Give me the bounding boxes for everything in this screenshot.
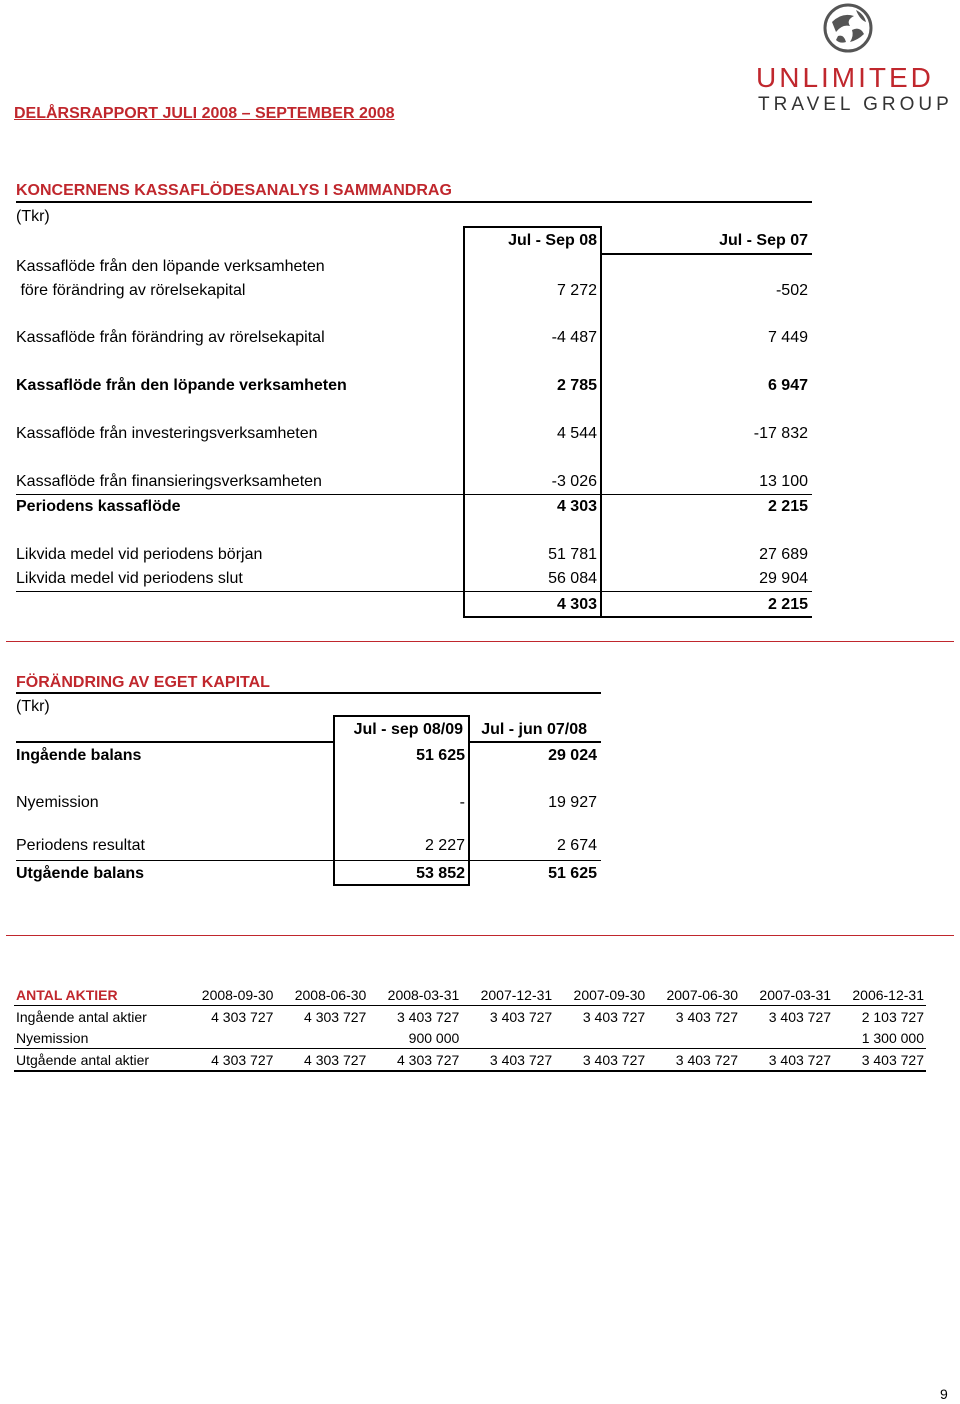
cashflow-row-value: 4 544: [556, 425, 597, 442]
equity-row-label: Utgående balans: [16, 865, 145, 882]
table-row: [14, 1027, 926, 1049]
cashflow-row-label: Likvida medel vid periodens slut: [16, 570, 243, 587]
equity-row-value: 53 852: [416, 865, 465, 882]
equity-row-value: 2 674: [556, 837, 597, 854]
column-header: 2008-03-31: [368, 984, 461, 1006]
table-cell: 3 403 727: [582, 1008, 646, 1025]
cashflow-row-value: -502: [775, 282, 808, 299]
table-cell: 3 403 727: [489, 1008, 553, 1025]
equity-row-value: -: [459, 794, 465, 811]
cashflow-col2-header: Jul - Sep 07: [719, 232, 808, 249]
cashflow-row-value: -4 487: [551, 329, 597, 346]
page-number: 9: [940, 1386, 948, 1402]
table-row: [14, 1049, 926, 1072]
table-cell: [275, 1027, 368, 1049]
cashflow-bottom-rule: [600, 616, 812, 618]
equity-row-label: Nyemission: [16, 794, 99, 811]
table-cell: 900 000: [408, 1029, 460, 1046]
cashflow-row-label: Kassaflöde från förändring av rörelsekapital: [16, 329, 325, 346]
table-cell: 3 403 727: [833, 1049, 926, 1072]
table-cell: 3 403 727: [740, 1049, 833, 1072]
cashflow-header-rule: [600, 253, 812, 255]
cashflow-row-value: 2 215: [767, 498, 808, 515]
cashflow-title: KONCERNENS KASSAFLÖDESANALYS I SAMMANDRAG: [16, 182, 452, 199]
cashflow-row-label: Kassaflöde från finansieringsverksamheten: [16, 473, 322, 490]
table-cell: [740, 1027, 833, 1049]
cashflow-row-label: före förändring av rörelsekapital: [16, 282, 246, 299]
cashflow-row-value: -3 026: [551, 473, 597, 490]
section-divider: [6, 935, 954, 936]
cashflow-row-value: 4 303: [556, 596, 597, 613]
row-label: Nyemission: [16, 1029, 89, 1046]
row-label: Ingående antal aktier: [16, 1008, 147, 1025]
column-header: 2008-06-30: [275, 984, 368, 1006]
table-cell: 4 303 727: [304, 1008, 367, 1025]
cashflow-unit: (Tkr): [16, 208, 50, 225]
table-cell: 4 303 727: [182, 1049, 275, 1072]
equity-row-value: 51 625: [548, 865, 597, 882]
row-label: Utgående antal aktier: [14, 1049, 182, 1072]
equity-row-label: Periodens resultat: [16, 837, 145, 854]
section-divider: [6, 641, 954, 642]
table-cell: 3 403 727: [396, 1008, 460, 1025]
report-title: DELÅRSRAPPORT JULI 2008 – SEPTEMBER 2008: [14, 105, 395, 122]
table-cell: 3 403 727: [647, 1049, 740, 1072]
cashflow-row-value: 6 947: [767, 377, 808, 394]
cashflow-row-value: 29 904: [759, 570, 808, 587]
table-cell: 1 300 000: [861, 1029, 924, 1046]
equity-row-label: Ingående balans: [16, 747, 142, 764]
equity-unit: (Tkr): [16, 698, 50, 715]
shares-title: ANTAL AKTIER: [14, 984, 182, 1006]
equity-row-value: 2 227: [424, 837, 465, 854]
equity-title: FÖRÄNDRING AV EGET KAPITAL: [16, 674, 270, 691]
equity-row-value: 29 024: [548, 747, 597, 764]
table-cell: 3 403 727: [768, 1008, 832, 1025]
column-header: 2007-09-30: [554, 984, 647, 1006]
cashflow-row-value: -17 832: [753, 425, 808, 442]
equity-header-rule: [468, 741, 601, 743]
table-cell: 2 103 727: [861, 1008, 924, 1025]
cashflow-row-label: Kassaflöde från den löpande verksamheten: [16, 377, 347, 394]
table-cell: [461, 1027, 554, 1049]
cashflow-top-rule: [16, 201, 812, 203]
table-cell: 3 403 727: [675, 1008, 739, 1025]
cashflow-closing-rule: [16, 591, 812, 592]
table-cell: [647, 1027, 740, 1049]
shares-table: [14, 984, 926, 1072]
column-header: 2007-12-31: [461, 984, 554, 1006]
table-header-row: [14, 984, 926, 1006]
table-cell: 3 403 727: [554, 1049, 647, 1072]
globe-logo-icon: [822, 2, 874, 54]
cashflow-row-label: Kassaflöde från den löpande verksamheten: [16, 258, 325, 275]
equity-top-rule: [16, 692, 601, 694]
table-cell: 4 303 727: [211, 1008, 274, 1025]
cashflow-row-value: 56 084: [548, 570, 597, 587]
cashflow-row-label: Likvida medel vid periodens början: [16, 546, 263, 563]
table-cell: 4 303 727: [275, 1049, 368, 1072]
column-header: 2008-09-30: [182, 984, 275, 1006]
table-cell: 3 403 727: [461, 1049, 554, 1072]
cashflow-row-value: 7 449: [767, 329, 808, 346]
logo-text-secondary: TRAVEL GROUP: [758, 94, 953, 115]
cashflow-row-value: 7 272: [556, 282, 597, 299]
equity-row-value: 51 625: [416, 747, 465, 764]
logo-text-primary: UNLIMITED: [756, 62, 934, 93]
cashflow-row-value: 51 781: [548, 546, 597, 563]
column-header: 2006-12-31: [833, 984, 926, 1006]
cashflow-row-label: Kassaflöde från investeringsverksamheten: [16, 425, 318, 442]
cashflow-row-value: 2 785: [556, 377, 597, 394]
table-cell: 4 303 727: [368, 1049, 461, 1072]
cashflow-row-value: 2 215: [767, 596, 808, 613]
cashflow-subtotal-rule: [16, 494, 812, 495]
cashflow-col1-header: Jul - Sep 08: [508, 232, 597, 249]
column-header: 2007-06-30: [647, 984, 740, 1006]
column-header: 2007-03-31: [740, 984, 833, 1006]
cashflow-row-value: 27 689: [759, 546, 808, 563]
table-cell: [554, 1027, 647, 1049]
equity-header-rule-left: [16, 741, 333, 743]
cashflow-row-value: 4 303: [556, 498, 597, 515]
equity-row-value: 19 927: [548, 794, 597, 811]
cashflow-row-value: 13 100: [759, 473, 808, 490]
table-row: [14, 1006, 926, 1028]
equity-col2-header: Jul - jun 07/08: [481, 721, 587, 738]
table-cell: [182, 1027, 275, 1049]
equity-col1-header: Jul - sep 08/09: [353, 721, 463, 738]
cashflow-row-label: Periodens kassaflöde: [16, 498, 181, 515]
equity-subtotal-rule: [16, 860, 601, 861]
